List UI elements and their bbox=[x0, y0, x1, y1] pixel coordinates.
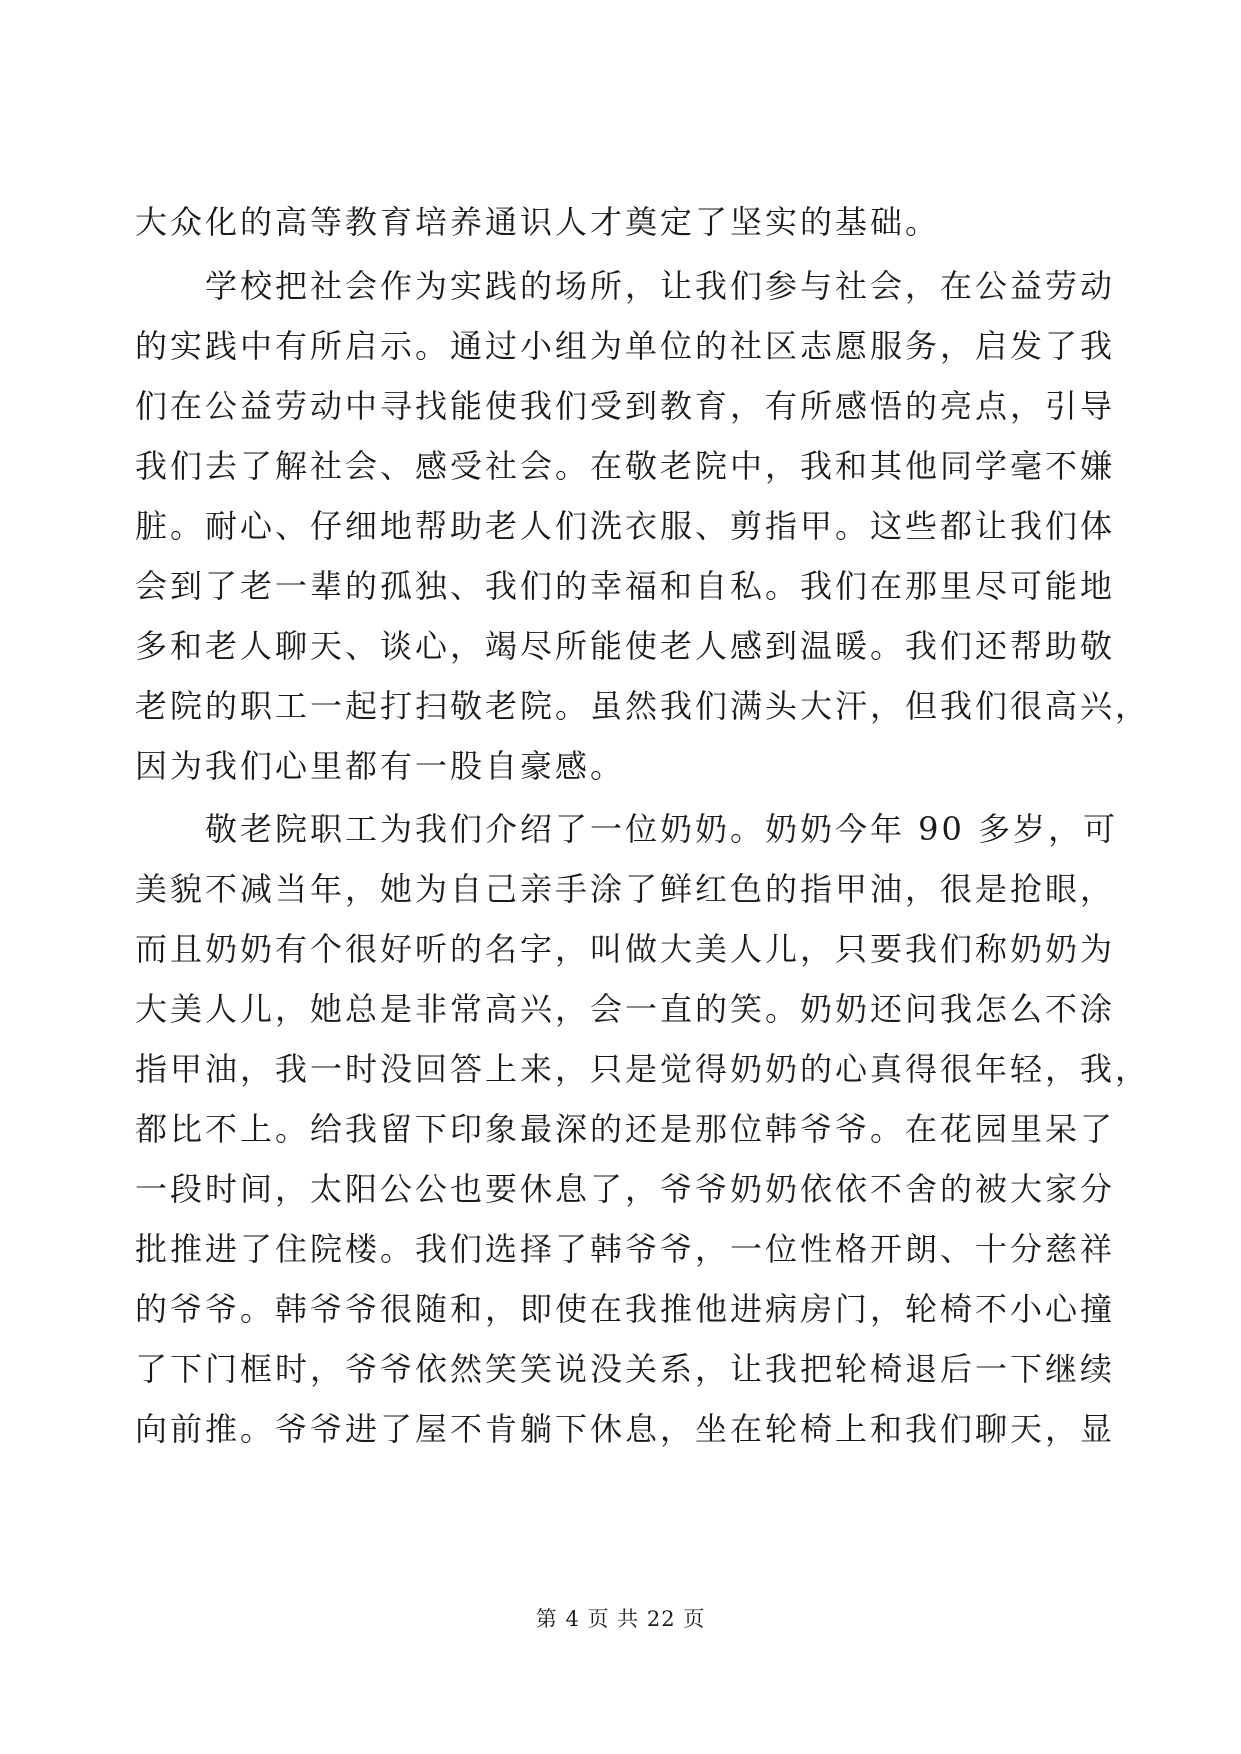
paragraph-line: 会到了老一辈的孤独、我们的幸福和自私。我们在那里尽可能地 bbox=[135, 567, 1116, 605]
paragraph-line: 我们去了解社会、感受社会。在敬老院中，我和其他同学毫不嫌 bbox=[135, 447, 1116, 485]
paragraph-line: 美貌不减当年，她为自己亲手涂了鲜红色的指甲油，很是抢眼， bbox=[135, 870, 1116, 908]
paragraph-line: 的实践中有所启示。通过小组为单位的社区志愿服务，启发了我 bbox=[135, 327, 1116, 365]
paragraph-line: 们在公益劳动中寻找能使我们受到教育，有所感悟的亮点，引导 bbox=[135, 387, 1116, 425]
paragraph-line: 敬老院职工为我们介绍了一位奶奶。奶奶今年 90 多岁，可 bbox=[135, 810, 1119, 848]
paragraph-line: 脏。耐心、仔细地帮助老人们洗衣服、剪指甲。这些都让我们体 bbox=[135, 507, 1116, 545]
paragraph-line: 老院的职工一起打扫敬老院。虽然我们满头大汗，但我们很高兴， bbox=[135, 687, 1151, 725]
page-number-footer: 第 4 页 共 22 页 bbox=[535, 1607, 706, 1631]
paragraph-line: 指甲油，我一时没回答上来，只是觉得奶奶的心真得很年轻，我， bbox=[135, 1050, 1151, 1088]
paragraph-line: 大众化的高等教育培养通识人才奠定了坚实的基础。 bbox=[135, 203, 941, 241]
paragraph-line: 批推进了住院楼。我们选择了韩爷爷，一位性格开朗、十分慈祥 bbox=[135, 1230, 1116, 1268]
paragraph-line: 一段时间，太阳公公也要休息了，爷爷奶奶依依不舍的被大家分 bbox=[135, 1170, 1116, 1208]
paragraph-line: 多和老人聊天、谈心，竭尽所能使老人感到温暖。我们还帮助敬 bbox=[135, 627, 1116, 665]
paragraph-line: 向前推。爷爷进了屋不肯躺下休息，坐在轮椅上和我们聊天，显 bbox=[135, 1410, 1116, 1448]
paragraph-line: 的爷爷。韩爷爷很随和，即使在我推他进病房门，轮椅不小心撞 bbox=[135, 1290, 1116, 1328]
paragraph-line: 都比不上。给我留下印象最深的还是那位韩爷爷。在花园里呆了 bbox=[135, 1110, 1116, 1148]
paragraph-line: 了下门框时，爷爷依然笑笑说没关系，让我把轮椅退后一下继续 bbox=[135, 1350, 1116, 1388]
paragraph-line: 大美人儿，她总是非常高兴，会一直的笑。奶奶还问我怎么不涂 bbox=[135, 990, 1116, 1028]
paragraph-line: 学校把社会作为实践的场所，让我们参与社会，在公益劳动 bbox=[135, 267, 1116, 305]
paragraph-line: 而且奶奶有个很好听的名字，叫做大美人儿，只要我们称奶奶为 bbox=[135, 930, 1116, 968]
paragraph-line: 因为我们心里都有一股自豪感。 bbox=[135, 747, 626, 785]
